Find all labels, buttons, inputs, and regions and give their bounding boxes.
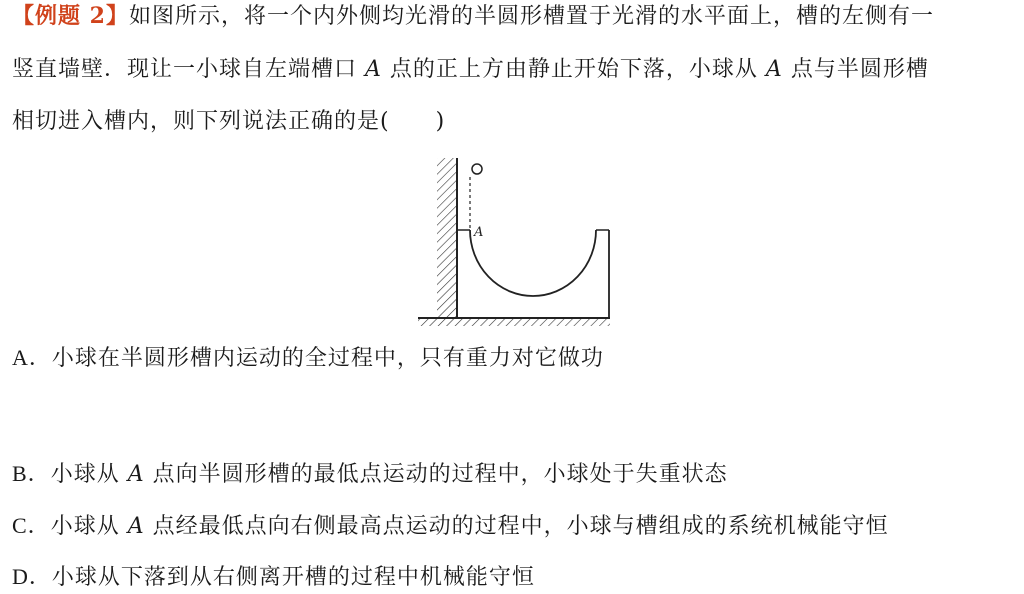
option-c-letter: C． (12, 513, 51, 538)
option-c (12, 512, 889, 541)
option-b-text-pre: 小球从 (50, 462, 120, 487)
ball (472, 164, 482, 174)
groove-inner-arc (470, 230, 596, 296)
point-a-label: A (765, 57, 783, 82)
physics-diagram (410, 150, 620, 330)
option-a (12, 344, 604, 373)
option-d-letter: D． (12, 564, 52, 589)
figure-label-a: A (474, 225, 484, 240)
stem-text-4: 点与半圆形槽 (790, 57, 929, 82)
option-b-letter: B． (12, 461, 51, 486)
stem-text-1: 如图所示，将一个内外侧均光滑的半圆形槽置于光滑的水平面上，槽的左侧有一 (128, 4, 934, 29)
option-d-text: 小球从下落到从右侧离开槽的过程中机械能守恒 (51, 565, 535, 590)
example-tag: 【例题 2】 (12, 3, 129, 29)
option-b-point: A (127, 462, 145, 487)
question-line-3 (12, 108, 445, 136)
stem-text-3: 点的正上方由静止开始下落，小球从 (389, 57, 758, 82)
option-d (12, 563, 535, 592)
question-line-2 (12, 56, 929, 84)
option-a-letter: A． (12, 345, 52, 370)
option-a-text: 小球在半圆形槽内运动的全过程中，只有重力对它做功 (51, 346, 604, 371)
ground-hatching (418, 318, 610, 326)
option-b-text-post: 点向半圆形槽的最低点运动的过程中，小球处于失重状态 (152, 462, 728, 487)
option-b (12, 460, 728, 489)
wall-hatching (437, 158, 457, 318)
option-c-point: A (127, 514, 145, 539)
stem-text-2: 竖直墙壁．现让一小球自左端槽口 (12, 57, 358, 82)
option-c-text-pre: 小球从 (50, 514, 120, 539)
question-line-1 (12, 2, 934, 31)
option-c-text-post: 点经最低点向右侧最高点运动的过程中，小球与槽组成的系统机械能守恒 (152, 514, 889, 539)
stem-text-5: 相切进入槽内，则下列说法正确的是( ) (12, 109, 446, 134)
point-a-label: A (365, 57, 382, 82)
